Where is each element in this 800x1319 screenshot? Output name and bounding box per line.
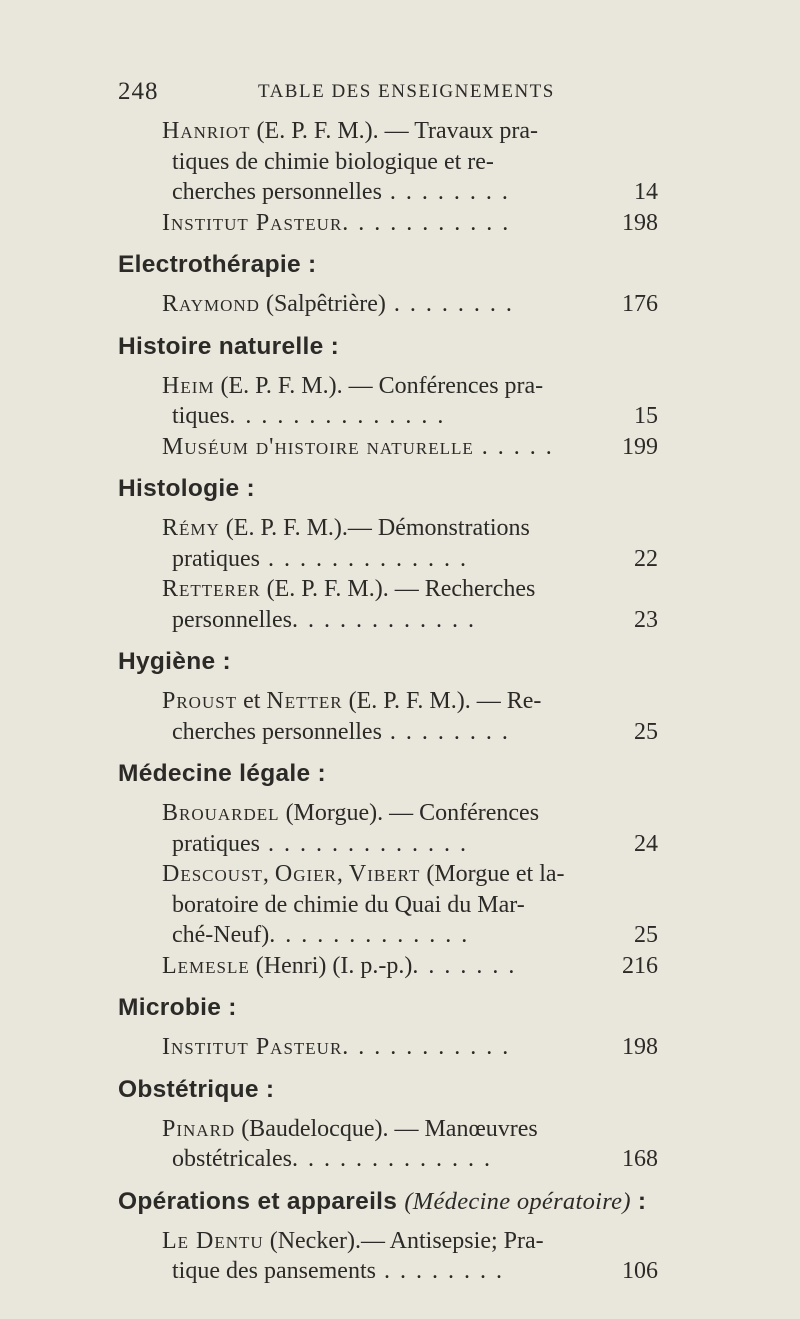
entry-text: (Baudelocque). — Manœuvres <box>235 1115 538 1142</box>
section-heading <box>118 330 658 363</box>
author-name: Pinard <box>162 1115 236 1142</box>
running-title: TABLE DES ENSEIGNEMENTS <box>258 81 555 102</box>
section-heading <box>118 472 658 505</box>
index-line <box>118 177 658 208</box>
author-name: Lemesle <box>162 952 250 979</box>
entry-text: tiques <box>172 403 230 429</box>
index-line <box>118 859 658 890</box>
index-line <box>118 1256 658 1287</box>
entry-text: personnelles <box>172 606 292 633</box>
entry-text: (E. P. F. M.). — Re- <box>342 688 542 714</box>
dot-leader: . . . . . . . . . . . . . <box>259 545 468 572</box>
dot-leader: . . . . . . . . <box>381 718 510 745</box>
heading-text: Opérations et appareils <box>118 1187 405 1215</box>
heading-text: Histologie : <box>118 475 255 502</box>
dot-leader: . . . . . . . . <box>385 291 514 317</box>
dot-leader: . . . . . . . . . . . . <box>291 606 476 633</box>
entry-text: (E. P. F. M.). — Conférences pra- <box>214 372 544 399</box>
author-name: Ogier <box>274 861 337 887</box>
entry-text: et <box>237 688 267 714</box>
entry-text: (E. P. F. M.).— Démonstrations <box>219 515 530 541</box>
entry-text: , <box>336 861 349 887</box>
dot-leader: . . . . . <box>473 433 554 460</box>
page-reference: 199 <box>622 433 658 460</box>
dot-leader: . . . . . . . . . . . . . . <box>229 403 446 429</box>
index-line <box>118 401 658 432</box>
author-name: Vibert <box>348 861 421 887</box>
heading-text: Médecine légale : <box>118 760 326 787</box>
dot-leader: . . . . . . . . . . . . . <box>259 830 468 857</box>
index-line <box>118 574 658 605</box>
heading-text: Hygiène : <box>118 648 231 675</box>
heading-text: Histoire naturelle : <box>118 332 340 360</box>
index-line <box>118 686 658 717</box>
entry-text: (Morgue et la- <box>420 861 565 887</box>
page-number: 248 <box>118 78 159 105</box>
page-reference: 14 <box>634 179 658 205</box>
entry-text: (E. P. F. M.). — Travaux pra- <box>250 118 538 144</box>
index-line <box>118 432 658 463</box>
entry-text: (Necker).— Antisepsie; Pra- <box>263 1227 544 1254</box>
dot-leader: . . . . . . . . . . . <box>342 209 511 236</box>
dot-leader: . . . . . . . . . . . . . <box>269 922 470 948</box>
page-reference: 198 <box>622 209 658 236</box>
index-line <box>118 1144 658 1175</box>
heading-text: Obstétrique : <box>118 1075 275 1103</box>
page-reference: 106 <box>622 1258 658 1284</box>
entry-text: (E. P. F. M.). — Recherches <box>260 576 536 602</box>
heading-italic-note: (Médecine opératoire) <box>404 1187 631 1215</box>
index-content <box>118 116 658 1287</box>
entry-text: boratoire de chimie du Quai du Mar- <box>172 891 525 918</box>
entry-text: , <box>262 861 275 887</box>
author-name: Le Dentu <box>162 1227 264 1254</box>
entry-text: tique des pansements <box>172 1258 376 1284</box>
index-line <box>118 829 658 860</box>
entry-text: tiques de chimie biologique et re- <box>172 148 494 175</box>
author-name: Descoust <box>162 861 263 887</box>
heading-text: Microbie : <box>118 994 237 1021</box>
index-line <box>118 1114 658 1145</box>
section-heading <box>118 757 658 790</box>
index-line <box>118 544 658 575</box>
author-name: Heim <box>162 372 215 399</box>
author-name: Retterer <box>162 576 261 602</box>
page-reference: 216 <box>622 952 658 979</box>
section-heading <box>118 645 658 678</box>
index-line <box>118 116 658 147</box>
index-line <box>118 371 658 402</box>
author-name: Brouardel <box>162 800 280 826</box>
index-line <box>118 605 658 636</box>
author-name: Rémy <box>162 515 220 541</box>
entry-text: obstétricales <box>172 1146 292 1172</box>
author-name: Raymond <box>162 291 260 317</box>
entry-text: (Salpêtrière) <box>259 291 386 317</box>
index-line <box>118 289 658 320</box>
page-reference: 25 <box>634 922 658 948</box>
index-line <box>118 920 658 951</box>
section-heading <box>118 248 658 281</box>
page-reference: 176 <box>622 291 658 317</box>
running-header <box>118 78 648 108</box>
dot-leader: . . . . . . . <box>412 952 517 979</box>
dot-leader: . . . . . . . . <box>381 179 510 205</box>
author-name: Muséum d'histoire naturelle <box>162 433 474 460</box>
index-line <box>118 798 658 829</box>
index-line <box>118 208 658 239</box>
page-reference: 15 <box>634 403 658 429</box>
page-reference: 168 <box>622 1146 658 1172</box>
entry-text: (Henri) (I. p.-p.) <box>249 952 413 979</box>
dot-leader: . . . . . . . . <box>375 1258 504 1284</box>
entry-text: (Morgue). — Conférences <box>279 800 540 826</box>
author-name: Institut Pasteur <box>162 209 343 236</box>
section-heading <box>118 991 658 1024</box>
page-reference: 24 <box>634 830 658 857</box>
index-line <box>118 1032 658 1063</box>
author-name: Proust <box>162 688 238 714</box>
dot-leader: . . . . . . . . . . . . . <box>291 1146 492 1172</box>
entry-text: pratiques <box>172 545 260 572</box>
entry-text: pratiques <box>172 830 260 857</box>
dot-leader: . . . . . . . . . . . <box>342 1034 511 1060</box>
author-name: Netter <box>266 688 343 714</box>
author-name: Hanriot <box>162 118 251 144</box>
author-name: Institut Pasteur <box>162 1034 343 1060</box>
page-reference: 198 <box>622 1034 658 1060</box>
heading-text: Electrothérapie : <box>118 251 317 278</box>
section-heading <box>118 1073 658 1106</box>
index-line <box>118 513 658 544</box>
index-line <box>118 1226 658 1257</box>
entry-text: ché-Neuf) <box>172 922 270 948</box>
page-reference: 25 <box>634 718 658 745</box>
index-line <box>118 717 658 748</box>
index-line <box>118 147 658 178</box>
page-reference: 23 <box>634 606 658 633</box>
section-heading <box>118 1185 658 1218</box>
page-reference: 22 <box>634 545 658 572</box>
index-line <box>118 890 658 921</box>
entry-text: cherches personnelles <box>172 179 382 205</box>
index-line <box>118 951 658 982</box>
entry-text: cherches personnelles <box>172 718 382 745</box>
heading-tail: : <box>630 1187 647 1215</box>
